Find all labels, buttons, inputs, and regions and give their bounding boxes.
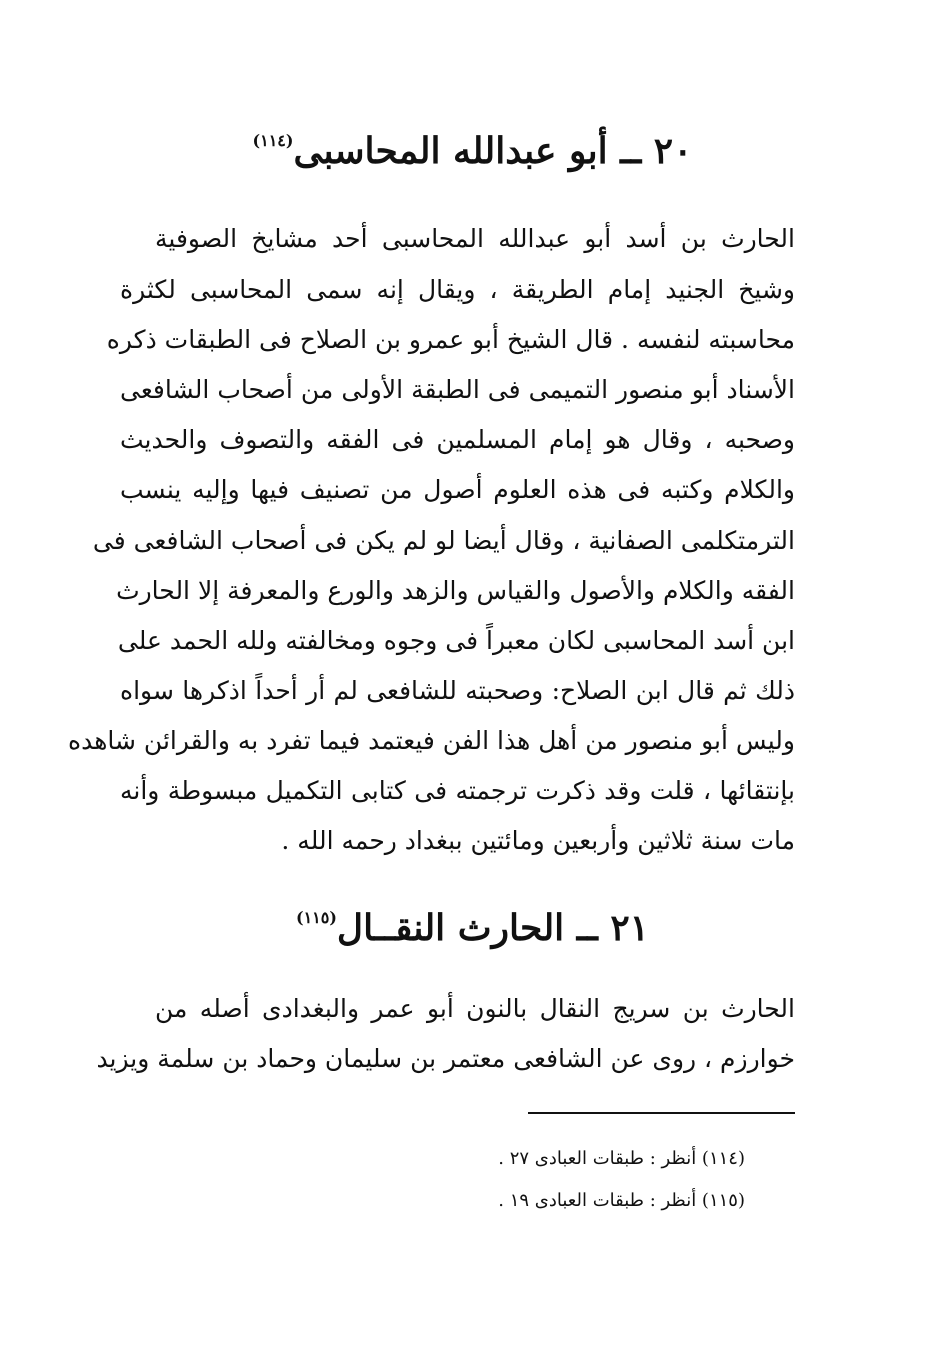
text-line: ابن أسد المحاسبى لكان معبراً فى وجوه ومخالفته ولله الحمد على bbox=[117, 626, 795, 655]
section-heading-20 bbox=[0, 130, 945, 172]
text-line: الأسناد أبو منصور التميمى فى الطبقة الأولى من أصحاب الشافعى bbox=[120, 375, 795, 404]
text-line: بإنتقائها ، قلت وقد ذكرت ترجمته فى كتابى التكميل مبسوطة وأنه bbox=[120, 776, 795, 805]
text-line: وشيخ الجنيد إمام الطريقة ، ويقال إنه سمى المحاسبى لكثرة bbox=[120, 275, 795, 304]
heading-text: ٢٠ ــ أبو عبدالله المحاسبى bbox=[293, 130, 693, 172]
text-line: ذلك ثم قال ابن الصلاح: وصحبته للشافعى لم أر أحداً اذكرها سواه bbox=[120, 676, 795, 705]
text-line: والكلام وكتبه فى هذه العلوم أصول من تصنيف فيها وإليه ينسب bbox=[120, 475, 795, 504]
section-heading-21 bbox=[0, 907, 945, 949]
footnote-separator bbox=[528, 1112, 795, 1114]
text-line: محاسبته لنفسه . قال الشيخ أبو عمرو بن الصلاح فى الطبقات ذكره bbox=[106, 325, 795, 354]
footnote-ref: (١١٤) bbox=[252, 131, 294, 150]
text-line: الحارث بن سريج النقال بالنون أبو عمر والبغدادى أصله من bbox=[155, 994, 795, 1023]
text-line: وصحبه ، وقال هو إمام المسلمين فى الفقه والتصوف والحديث bbox=[120, 425, 795, 454]
text-line: وليس أبو منصور من أهل هذا الفن فيعتمد فيما تفرد به والقرائن شاهده bbox=[68, 726, 795, 755]
text-line: خوارزم ، روى عن الشافعى معتمر بن سليمان وحماد بن سلمة ويزيد bbox=[96, 1044, 795, 1073]
heading-text: ٢١ ــ الحارث النقــال bbox=[336, 907, 650, 949]
text-line: الحارث بن أسد أبو عبدالله المحاسبى أحد مشايخ الصوفية bbox=[155, 224, 795, 253]
footnote-ref: (١١٥) bbox=[295, 908, 337, 927]
footnote-115: (١١٥) أنظر : طبقات العبادى ١٩ . bbox=[498, 1190, 745, 1211]
text-line: الترمتكلمى الصفانية ، وقال أيضا لو لم يكن فى أصحاب الشافعى فى bbox=[92, 526, 795, 555]
text-line: مات سنة ثلاثين وأربعين ومائتين ببغداد رحمه الله . bbox=[281, 826, 795, 855]
footnote-114: (١١٤) أنظر : طبقات العبادى ٢٧ . bbox=[498, 1148, 745, 1169]
text-line: الفقه والكلام والأصول والقياس والزهد والورع والمعرفة إلا الحارث bbox=[116, 576, 795, 605]
